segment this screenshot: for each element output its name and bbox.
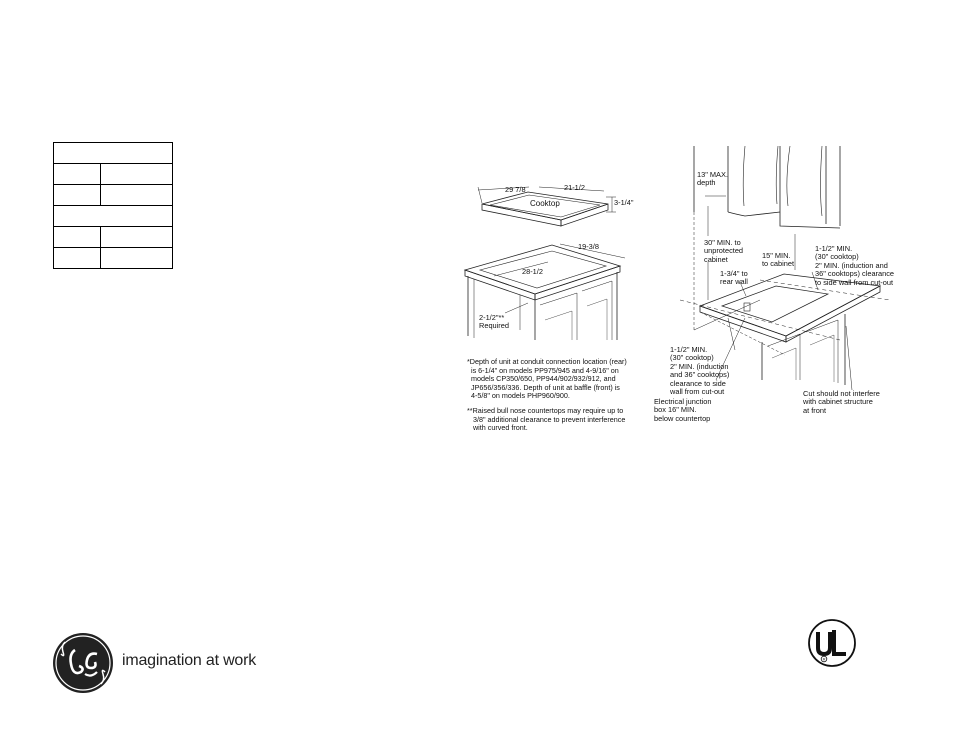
required-dim: 2-1/2"** <box>479 313 505 322</box>
ul-listed-icon <box>807 618 857 668</box>
junction-box-label: Electrical junction box 16" MIN. below countertop <box>654 397 712 423</box>
cutout-depth-label: 19-3/8 <box>578 242 599 251</box>
dim-width-label: 29 7/8 <box>505 185 526 194</box>
dim-depth-label: 21-1/2 <box>564 183 585 192</box>
footnote-bullnose: **Raised bull nose countertops may require up to 3/8" additional clearance to prevent interference with curved front. <box>467 406 626 433</box>
max-depth-label: 13" MAX. depth <box>697 170 728 188</box>
to-cabinet-label: 15" MIN. to cabinet <box>762 251 795 269</box>
ge-monogram-icon <box>51 632 115 694</box>
tagline: imagination at work <box>122 652 257 669</box>
side-wall-bottom-label: 1-1/2" MIN. (30" cooktop) 2" MIN. (induction and 36" cooktops) clearance to side wall from cut-out <box>670 345 730 397</box>
ge-logo <box>51 632 115 694</box>
cooktop-label: Cooktop <box>530 199 560 208</box>
cut-note-label: Cut should not interfere with cabinet structure at front <box>803 389 880 415</box>
cutout-width-label: 28-1/2 <box>522 267 543 276</box>
ul-logo <box>807 618 857 668</box>
footnote-depth: *Depth of unit at conduit connection location (rear) is 6-1/4" on models PP975/945 and 4-9/16" on models CP350/650, PP944/902/932/912, and JP656/356/336. Depth of unit at baffle (front) is 4-5/8" on models PHP960/900. <box>467 357 627 401</box>
unprotected-cabinet-label: 30" MIN. to unprotected cabinet <box>704 238 744 264</box>
required-text: Required <box>479 321 509 331</box>
required-label <box>479 314 509 331</box>
dim-height-label: 3-1/4" <box>614 198 634 207</box>
side-wall-top-label: 1-1/2" MIN. (30" cooktop) 2" MIN. (induction and 36" cooktops) clearance to side wall from cut-out <box>815 244 895 287</box>
rear-wall-label: 1-3/4" to rear wall <box>720 269 748 287</box>
svg-text:R: R <box>822 656 826 662</box>
